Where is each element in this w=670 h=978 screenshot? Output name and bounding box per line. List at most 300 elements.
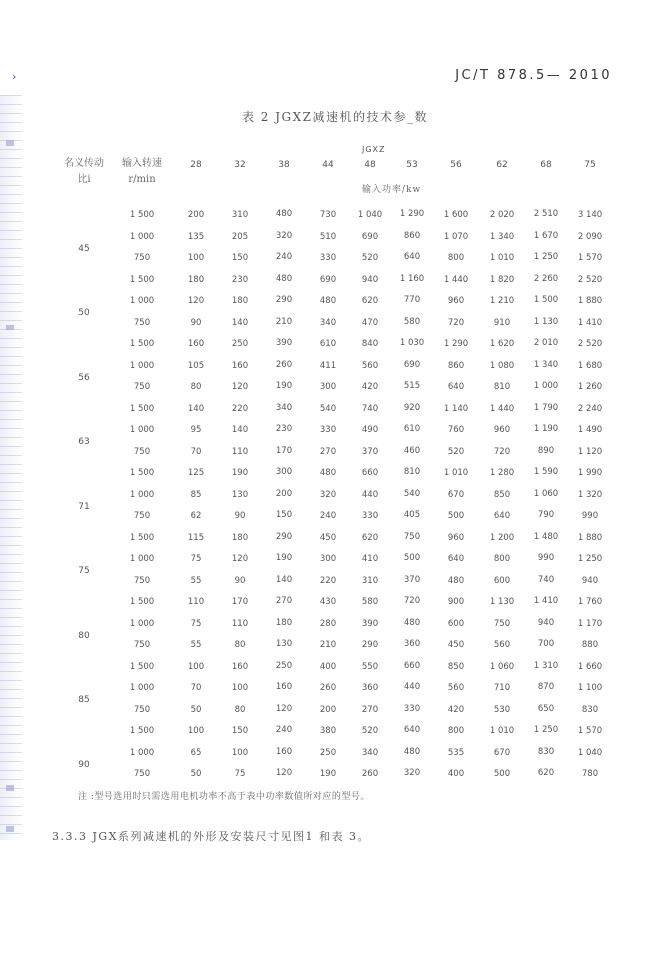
table-cell: 1 500 (533, 295, 559, 305)
table-cell: 330 (403, 703, 421, 714)
header-size-38: 38 (278, 160, 290, 170)
table-cell: 115 (187, 532, 205, 543)
table-cell: 580 (361, 597, 379, 607)
table-cell: 480 (447, 575, 465, 586)
table-cell: 100 (231, 747, 249, 758)
table-cell: 830 (537, 746, 555, 757)
table-cell: 370 (403, 574, 421, 585)
table-cell: 1 140 (443, 403, 469, 414)
header-size-62: 62 (496, 160, 508, 170)
table-cell: 220 (231, 403, 249, 414)
table-cell: 730 (319, 210, 337, 220)
table-cell: 400 (319, 661, 337, 672)
speed-cell: 1 500 (129, 403, 155, 414)
table-cell: 1 290 (399, 209, 425, 219)
table-cell: 290 (361, 640, 379, 650)
table-cell: 160 (231, 360, 249, 371)
table-cell: 330 (361, 511, 379, 521)
table-cell: 3 140 (577, 210, 603, 220)
table-cell: 430 (319, 597, 337, 607)
table-cell: 1 280 (489, 468, 515, 478)
table-cell: 410 (361, 554, 379, 564)
table-cell: 860 (447, 360, 465, 371)
table-cell: 80 (234, 704, 246, 715)
table-cell: 640 (493, 511, 511, 521)
table-cell: 1 310 (533, 660, 559, 671)
ratio-cell: 63 (78, 437, 90, 447)
ratio-cell: 45 (78, 243, 90, 254)
table-cell: 50 (190, 769, 202, 779)
table-cell: 110 (231, 618, 249, 629)
table-cell: 830 (581, 704, 599, 715)
table-cell: 560 (447, 683, 465, 693)
table-cell: 2 090 (577, 231, 603, 242)
ratio-cell: 50 (78, 308, 90, 318)
table-cell: 1 760 (577, 597, 603, 607)
table-cell: 940 (537, 617, 555, 628)
table-cell: 320 (403, 768, 421, 778)
speed-cell: 750 (133, 511, 151, 521)
standard-code: JC/T 878.5— 2010 (455, 68, 612, 83)
table-cell: 50 (190, 704, 202, 715)
table-cell: 540 (403, 488, 421, 499)
speed-cell: 750 (133, 769, 151, 779)
table-cell: 160 (187, 339, 205, 349)
table-cell: 810 (493, 382, 511, 392)
table-cell: 470 (361, 317, 379, 328)
table-cell: 720 (447, 317, 465, 328)
table-cell: 720 (403, 596, 421, 606)
table-cell: 920 (403, 402, 421, 413)
table-cell: 300 (319, 554, 337, 564)
table-cell: 810 (403, 467, 421, 477)
table-cell: 1 660 (577, 661, 603, 672)
table-cell: 390 (361, 618, 379, 629)
header-size-32: 32 (234, 160, 246, 170)
table-cell: 210 (319, 640, 337, 650)
table-cell: 1 130 (489, 597, 515, 607)
table-cell: 1 600 (443, 210, 469, 220)
speed-cell: 1 000 (129, 747, 155, 758)
table-cell: 670 (493, 747, 511, 758)
table-cell: 100 (187, 253, 205, 263)
table-cell: 360 (403, 639, 421, 649)
table-cell: 310 (361, 575, 379, 586)
table-cell: 80 (234, 640, 246, 650)
table-cell: 160 (231, 661, 249, 672)
speed-cell: 1 000 (129, 296, 155, 306)
table-cell: 75 (190, 618, 202, 629)
table-cell: 2 520 (577, 339, 603, 349)
table-cell: 260 (361, 769, 379, 779)
table-cell: 110 (231, 446, 249, 457)
table-cell: 125 (187, 468, 205, 478)
table-cell: 120 (231, 382, 249, 392)
table-cell: 620 (361, 532, 379, 543)
table-cell: 640 (447, 382, 465, 392)
table-cell: 140 (231, 317, 249, 328)
header-size-68: 68 (540, 160, 552, 170)
table-cell: 1 570 (577, 726, 603, 736)
table-cell: 290 (275, 295, 293, 305)
table-cell: 240 (275, 725, 293, 735)
table-cell: 150 (275, 510, 293, 520)
table-cell: 330 (319, 253, 337, 263)
table-cell: 660 (403, 660, 421, 671)
table-cell: 270 (361, 704, 379, 715)
table-cell: 990 (581, 511, 599, 521)
speed-cell: 1 000 (129, 554, 155, 564)
table-cell: 500 (403, 553, 421, 563)
table-cell: 440 (361, 489, 379, 500)
table-cell: 2 020 (489, 210, 515, 220)
table-cell: 690 (361, 231, 379, 242)
table-cell: 55 (190, 575, 202, 586)
table-cell: 450 (319, 532, 337, 543)
table-cell: 1 030 (399, 338, 425, 348)
table-cell: 560 (361, 360, 379, 371)
table-cell: 610 (319, 339, 337, 349)
table-cell: 95 (190, 425, 202, 435)
table-cell: 800 (447, 253, 465, 263)
table-cell: 140 (187, 403, 205, 414)
table-cell: 105 (187, 360, 205, 371)
table-cell: 420 (361, 382, 379, 392)
table-cell: 130 (275, 639, 293, 649)
table-cell: 300 (319, 382, 337, 392)
table-cell: 100 (187, 726, 205, 736)
speed-cell: 1 000 (129, 489, 155, 500)
table-cell: 1 620 (489, 339, 515, 349)
speed-cell: 750 (133, 640, 151, 650)
table-cell: 380 (319, 726, 337, 736)
table-cell: 370 (361, 446, 379, 457)
table-cell: 150 (231, 726, 249, 736)
table-cell: 1 880 (577, 296, 603, 306)
column-group-label: JGXZ (362, 145, 386, 154)
table-cell: 140 (231, 425, 249, 435)
table-cell: 1 200 (489, 532, 515, 543)
table-cell: 750 (493, 618, 511, 629)
speed-cell: 1 500 (129, 726, 155, 736)
table-cell: 480 (275, 209, 293, 219)
table-cell: 1 290 (443, 339, 469, 349)
speed-cell: 1 000 (129, 425, 155, 435)
table-cell: 70 (190, 683, 202, 693)
table-cell: 400 (447, 769, 465, 779)
table-cell: 180 (275, 617, 293, 628)
table-cell: 55 (190, 640, 202, 650)
table-cell: 230 (275, 424, 293, 434)
table-cell: 110 (187, 597, 205, 607)
table-cell: 1 130 (533, 316, 559, 327)
ratio-cell: 75 (78, 566, 90, 576)
table-cell: 490 (361, 425, 379, 435)
table-cell: 960 (447, 296, 465, 306)
table-cell: 650 (537, 703, 555, 714)
ratio-cell: 56 (78, 372, 90, 383)
table-cell: 520 (361, 726, 379, 736)
table-cell: 1 320 (577, 489, 603, 500)
table-cell: 480 (319, 468, 337, 478)
table-cell: 1 250 (577, 554, 603, 564)
table-cell: 405 (403, 510, 421, 520)
table-cell: 260 (275, 359, 293, 370)
table-cell: 300 (275, 467, 293, 477)
table-cell: 1 680 (577, 360, 603, 371)
table-cell: 390 (275, 338, 293, 348)
table-note: 注 :型号选用时只需选用电机功率不高于表中功率数值所对应的型号。 (78, 792, 370, 802)
speed-cell: 1 500 (129, 661, 155, 672)
table-title: 表 2 JGXZ减速机的技术参_数 (241, 110, 429, 124)
table-cell: 1 010 (489, 253, 515, 263)
table-cell: 70 (190, 446, 202, 457)
table-cell: 620 (361, 296, 379, 306)
table-cell: 1 190 (533, 424, 559, 434)
table-cell: 900 (447, 597, 465, 607)
table-cell: 170 (231, 597, 249, 607)
table-cell: 190 (319, 769, 337, 779)
table-cell: 1 060 (489, 661, 515, 672)
scan-left-mark: › (12, 70, 17, 83)
table-cell: 770 (403, 295, 421, 305)
table-cell: 250 (231, 339, 249, 349)
table-cell: 640 (447, 554, 465, 564)
speed-cell: 1 500 (129, 597, 155, 607)
table-cell: 1 440 (489, 403, 515, 414)
table-cell: 1 880 (577, 532, 603, 543)
speed-cell: 1 500 (129, 339, 155, 349)
table-cell: 170 (275, 445, 293, 456)
table-cell: 1 410 (533, 596, 559, 606)
table-cell: 220 (319, 575, 337, 586)
speed-cell: 750 (133, 382, 151, 392)
table-cell: 740 (361, 403, 379, 414)
table-cell: 2 260 (533, 273, 559, 284)
table-cell: 90 (190, 317, 202, 328)
header-size-75: 75 (584, 160, 596, 170)
table-cell: 310 (231, 210, 249, 220)
table-cell: 80 (190, 382, 202, 392)
table-cell: 660 (361, 468, 379, 478)
table-cell: 1 210 (489, 296, 515, 306)
table-cell: 1 100 (577, 683, 603, 693)
table-cell: 280 (319, 618, 337, 629)
table-cell: 1 440 (443, 274, 469, 285)
table-cell: 440 (403, 682, 421, 692)
table-cell: 1 000 (533, 381, 559, 391)
table-cell: 850 (447, 661, 465, 672)
table-cell: 600 (447, 618, 465, 629)
speed-cell: 1 500 (129, 210, 155, 220)
table-cell: 62 (190, 511, 202, 521)
table-cell: 75 (234, 769, 246, 779)
table-cell: 800 (493, 554, 511, 564)
table-cell: 2 510 (533, 209, 559, 219)
header-speed: 输入转速r/min (122, 158, 162, 185)
table-cell: 340 (275, 402, 293, 413)
table-cell: 360 (361, 683, 379, 693)
table-cell: 960 (493, 425, 511, 435)
table-cell: 190 (231, 468, 249, 478)
table-cell: 580 (403, 316, 421, 327)
table-cell: 515 (403, 381, 421, 391)
table-cell: 190 (275, 381, 293, 391)
table-cell: 200 (187, 210, 205, 220)
table-cell: 560 (493, 640, 511, 650)
table-cell: 2 520 (577, 274, 603, 285)
table-cell: 190 (275, 553, 293, 563)
table-cell: 180 (231, 532, 249, 543)
table-cell: 850 (493, 489, 511, 500)
table-cell: 550 (361, 661, 379, 672)
table-cell: 1 670 (533, 230, 559, 241)
table-cell: 620 (537, 768, 555, 778)
table-cell: 910 (493, 317, 511, 328)
table-cell: 670 (447, 489, 465, 500)
table-cell: 940 (581, 575, 599, 586)
table-cell: 1 040 (577, 747, 603, 758)
table-cell: 205 (231, 231, 249, 242)
table-cell: 780 (581, 769, 599, 779)
table-cell: 1 170 (577, 618, 603, 629)
table-cell: 200 (275, 488, 293, 499)
table-cell: 1 250 (533, 252, 559, 262)
header-size-48: 48 (364, 160, 376, 170)
table-cell: 120 (275, 703, 293, 714)
table-cell: 130 (231, 489, 249, 500)
table-cell: 340 (361, 747, 379, 758)
table-cell: 1 490 (577, 425, 603, 435)
table-cell: 210 (275, 316, 293, 327)
table-cell: 600 (493, 575, 511, 586)
table-cell: 520 (447, 446, 465, 457)
table-cell: 800 (447, 726, 465, 736)
table-cell: 870 (537, 682, 555, 692)
table-cell: 420 (447, 704, 465, 715)
table-cell: 140 (275, 574, 293, 585)
speed-cell: 1 500 (129, 468, 155, 478)
header-power: 输入功率/kw (362, 185, 422, 195)
table-cell: 700 (537, 639, 555, 649)
table-cell: 510 (319, 231, 337, 242)
table-cell: 200 (319, 704, 337, 715)
table-cell: 640 (403, 252, 421, 262)
table-cell: 860 (403, 230, 421, 241)
table-cell: 690 (319, 274, 337, 285)
header-size-56: 56 (450, 160, 462, 170)
table-cell: 480 (403, 746, 421, 757)
table-cell: 270 (275, 596, 293, 606)
speed-cell: 1 000 (129, 360, 155, 371)
table-cell: 90 (234, 511, 246, 521)
table-cell: 1 120 (577, 446, 603, 457)
table-cell: 500 (493, 769, 511, 779)
table-cell: 990 (537, 553, 555, 563)
table-cell: 750 (403, 531, 421, 542)
table-cell: 120 (231, 554, 249, 564)
speed-cell: 750 (133, 446, 151, 457)
table-cell: 90 (234, 575, 246, 586)
table-cell: 760 (447, 425, 465, 435)
table-cell: 340 (319, 317, 337, 328)
table-cell: 535 (447, 747, 465, 758)
table-cell: 230 (231, 274, 249, 285)
table-cell: 1 410 (577, 317, 603, 328)
table-cell: 1 040 (357, 210, 383, 220)
speed-cell: 750 (133, 253, 151, 263)
table-cell: 1 590 (533, 467, 559, 477)
table-cell: 100 (187, 661, 205, 672)
table-cell: 640 (403, 725, 421, 735)
table-cell: 135 (187, 231, 205, 242)
table-cell: 120 (187, 296, 205, 306)
table-cell: 160 (275, 746, 293, 757)
table-cell: 180 (187, 274, 205, 285)
table-cell: 65 (190, 747, 202, 758)
ratio-cell: 80 (78, 630, 90, 641)
table-cell: 240 (319, 511, 337, 521)
table-cell: 690 (403, 359, 421, 370)
header-size-53: 53 (406, 160, 418, 170)
table-cell: 270 (319, 446, 337, 457)
table-cell: 320 (319, 489, 337, 500)
table-cell: 100 (231, 683, 249, 693)
table-cell: 500 (447, 511, 465, 521)
speed-cell: 1 000 (129, 231, 155, 242)
speed-cell: 1 500 (129, 274, 155, 285)
table-cell: 75 (190, 554, 202, 564)
table-cell: 1 080 (489, 360, 515, 371)
table-cell: 460 (403, 445, 421, 456)
speed-cell: 1 000 (129, 618, 155, 629)
table-cell: 720 (493, 446, 511, 457)
table-cell: 260 (319, 683, 337, 693)
table-cell: 890 (537, 445, 555, 456)
table-cell: 840 (361, 339, 379, 349)
table-cell: 940 (361, 274, 379, 285)
table-cell: 1 790 (533, 402, 559, 413)
speed-cell: 750 (133, 575, 151, 586)
table-cell: 1 070 (443, 231, 469, 242)
table-cell: 540 (319, 403, 337, 414)
table-cell: 2 240 (577, 403, 603, 414)
table-cell: 1 010 (489, 726, 515, 736)
table-cell: 480 (319, 296, 337, 306)
table-cell: 530 (493, 704, 511, 715)
table-cell: 1 990 (577, 468, 603, 478)
table-cell: 330 (319, 425, 337, 435)
header-ratio: 名义传动比i (64, 158, 104, 185)
table-cell: 180 (231, 296, 249, 306)
table-cell: 1 480 (533, 531, 559, 542)
table-cell: 1 060 (533, 488, 559, 499)
table-cell: 1 570 (577, 253, 603, 263)
table-cell: 740 (537, 574, 555, 585)
table-cell: 160 (275, 682, 293, 692)
table-cell: 1 250 (533, 725, 559, 735)
speed-cell: 750 (133, 317, 151, 328)
table-cell: 790 (537, 510, 555, 520)
table-cell: 710 (493, 683, 511, 693)
table-cell: 320 (275, 230, 293, 241)
table-cell: 1 340 (489, 231, 515, 242)
ratio-cell: 90 (78, 759, 90, 770)
table-cell: 85 (190, 489, 202, 500)
speed-cell: 1 000 (129, 683, 155, 693)
table-cell: 880 (581, 640, 599, 650)
table-cell: 250 (319, 747, 337, 758)
